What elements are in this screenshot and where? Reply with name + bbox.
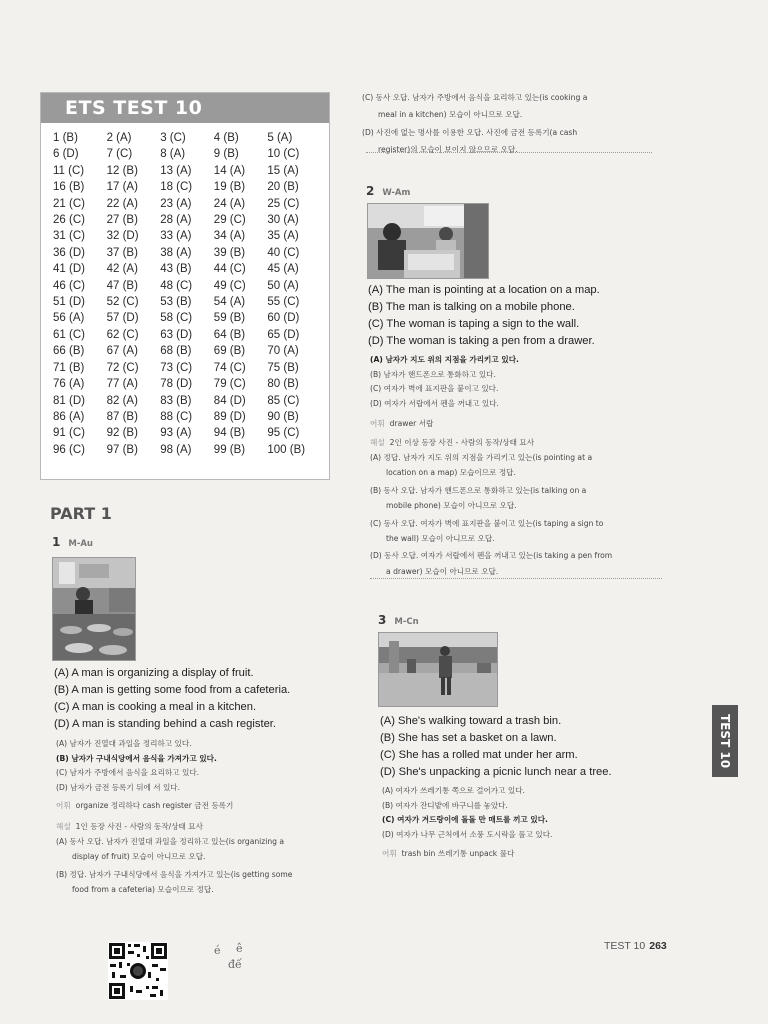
q2-explanations (370, 450, 670, 579)
part-title: PART 1 (50, 504, 112, 523)
vocab-tag: 어휘 (382, 849, 397, 858)
answer-key-cell: 20 (B) (267, 181, 299, 194)
speaker-code: M-Cn (394, 617, 419, 627)
question-number (378, 613, 419, 627)
answer-key-cell: 65 (D) (267, 328, 300, 341)
q1-explanation-heading (56, 821, 203, 832)
answer-key-cell: 51 (D) (53, 296, 85, 309)
answer-key-cell: 9 (B) (213, 148, 239, 161)
answer-key-cell: 73 (C) (160, 361, 193, 374)
q3-photo (378, 632, 498, 707)
q3-translations (382, 784, 552, 842)
answer-key-cell: 34 (A) (213, 230, 246, 243)
footer-label: TEST 10 (604, 940, 646, 952)
answer-key-cell: 30 (A) (267, 214, 299, 227)
answer-option: (A) The man is pointing at a location on a map. (368, 284, 600, 296)
explanation-line: display of fruit) 모습이 아니므로 오답. (72, 852, 206, 862)
answer-key-cell: 22 (A) (106, 197, 138, 210)
answer-key-grid (41, 123, 329, 458)
answer-key-cell: 19 (B) (213, 181, 246, 194)
answer-key-cell: 74 (C) (213, 361, 246, 374)
translation-line-correct: (B) 남자가 구내식당에서 음식을 가져가고 있다. (56, 753, 217, 763)
answer-key-cell: 14 (A) (213, 164, 246, 177)
cafeteria-photo-image (53, 558, 136, 661)
answer-key-cell: 82 (A) (106, 394, 138, 407)
answer-key-cell: 5 (A) (267, 132, 293, 144)
question-number (366, 184, 410, 198)
answer-option: (C) The woman is taping a sign to the wall. (368, 318, 580, 330)
q1-explanations (56, 834, 356, 898)
q1-vocab (56, 800, 233, 811)
answer-option: (B) A man is getting some food from a cafeteria. (54, 684, 291, 696)
answer-key-cell: 76 (A) (53, 378, 85, 391)
explanation-line: (C) 동사 오답. 남자가 주방에서 음식을 요리하고 있는(is cooking a (362, 93, 588, 102)
answer-key-cell: 63 (D) (160, 328, 193, 341)
answer-key-cell: 89 (D) (213, 410, 246, 423)
answer-key-cell: 92 (B) (106, 427, 138, 440)
translation-line: (A) 여자가 쓰레기통 쪽으로 걸어가고 있다. (382, 786, 525, 795)
answer-key-cell: 45 (A) (267, 263, 299, 276)
answer-key-cell: 8 (A) (160, 148, 186, 161)
side-tab (712, 705, 738, 777)
answer-key-cell: 67 (A) (106, 345, 138, 358)
answer-key-cell: 18 (C) (160, 181, 193, 194)
divider (366, 152, 652, 153)
answer-key-cell: 61 (C) (53, 328, 85, 341)
translation-line-correct: (C) 여자가 겨드랑이에 돌돌 만 매트를 끼고 있다. (382, 815, 548, 824)
answer-option: (A) A man is organizing a display of fruit. (54, 667, 254, 679)
answer-key-cell: 11 (C) (53, 164, 85, 177)
answer-option: (D) The woman is taking a pen from a drawer. (368, 335, 595, 347)
answer-key-cell: 23 (A) (160, 197, 192, 210)
answer-key-cell: 57 (D) (106, 312, 139, 325)
answer-key-cell: 4 (B) (213, 132, 239, 144)
office-photo-image (368, 204, 489, 279)
translation-line: (B) 여자가 잔디밭에 바구니를 놓았다. (382, 800, 508, 810)
answer-key-cell: 31 (C) (53, 230, 85, 243)
answer-key-cell: 66 (B) (53, 345, 85, 358)
answer-key-cell: 44 (C) (213, 263, 246, 276)
answer-key-cell: 83 (B) (160, 394, 192, 407)
explanation-line: (B) 정답. 남자가 구내식당에서 음식을 가져가고 있는(is getting some (56, 869, 293, 879)
explanation-line: mobile phone) 모습이 아니므로 오답. (386, 501, 517, 511)
qr-code (108, 942, 168, 1004)
q3-vocab (382, 848, 514, 859)
answer-option: (A) She's walking toward a trash bin. (380, 715, 562, 727)
answer-key-cell: 42 (A) (106, 263, 138, 276)
side-tab-label: TEST 10 (718, 713, 732, 769)
q2-vocab (370, 418, 433, 429)
translation-line: (D) 여자가 서랍에서 펜을 꺼내고 있다. (370, 398, 499, 408)
answer-key-cell: 87 (B) (106, 410, 138, 423)
vocab-tag: 어휘 (56, 801, 71, 810)
question-number-value: 1 (52, 535, 61, 549)
answer-key-cell: 94 (B) (213, 427, 246, 440)
answer-key-cell: 58 (C) (160, 312, 193, 325)
answer-key-cell: 81 (D) (53, 394, 85, 407)
answer-key-cell: 69 (B) (213, 345, 246, 358)
answer-key-cell: 86 (A) (53, 410, 85, 423)
answer-key-cell: 96 (C) (53, 443, 85, 456)
answer-key-cell: 38 (A) (160, 246, 192, 259)
answer-key-cell: 37 (B) (106, 246, 138, 259)
answer-key-cell: 48 (C) (160, 279, 193, 292)
park-photo-image (379, 633, 498, 707)
answer-key-cell: 55 (C) (267, 296, 300, 309)
explanation-line: location on a map) 모습이므로 정답. (386, 468, 516, 478)
q1-translations (56, 737, 217, 795)
explanation-line: (A) 정답. 남자가 지도 위의 지점을 가리키고 있는(is pointing at a (370, 453, 593, 462)
answer-key-cell: 1 (B) (53, 132, 78, 144)
translation-line: (B) 남자가 핸드폰으로 통화하고 있다. (370, 369, 496, 379)
answer-key-cell: 60 (D) (267, 312, 300, 325)
answer-key-cell: 52 (C) (106, 296, 139, 309)
translation-line: (D) 여자가 나무 근처에서 소풍 도시락을 풀고 있다. (382, 829, 553, 839)
answer-key-cell: 32 (D) (106, 230, 139, 243)
answer-option: (D) A man is standing behind a cash register. (54, 718, 277, 730)
answer-key-cell: 50 (A) (267, 279, 299, 292)
answer-key-cell: 35 (A) (267, 230, 299, 243)
answer-key-cell: 10 (C) (267, 148, 300, 161)
divider (370, 578, 662, 579)
stray-mark: é (214, 944, 221, 957)
answer-key-cell: 72 (C) (106, 361, 139, 374)
answer-key-cell: 40 (C) (267, 246, 300, 259)
answer-key-cell: 2 (A) (106, 132, 132, 144)
answer-key-cell: 80 (B) (267, 378, 299, 391)
translation-line-correct: (A) 남자가 지도 위의 지점을 가리키고 있다. (370, 355, 519, 364)
answer-key-title: ETS TEST 10 (41, 93, 329, 123)
answer-key-cell: 17 (A) (106, 181, 138, 194)
answer-key-cell: 54 (A) (213, 296, 246, 309)
answer-key-panel (40, 92, 330, 480)
speaker-code: W-Am (382, 188, 411, 198)
answer-key-cell: 84 (D) (213, 394, 246, 407)
answer-key-cell: 33 (A) (160, 230, 192, 243)
answer-key-cell: 71 (B) (53, 361, 85, 374)
translation-line: (D) 남자가 금전 등록기 뒤에 서 있다. (56, 782, 181, 792)
answer-key-cell: 62 (C) (106, 328, 139, 341)
answer-key-cell: 36 (D) (53, 246, 85, 259)
answer-key-cell: 53 (B) (160, 296, 192, 309)
explanation-line: food from a cafeteria) 모습이므로 정답. (72, 885, 214, 895)
answer-key-cell: 21 (C) (53, 197, 85, 210)
answer-key-cell: 59 (B) (213, 312, 246, 325)
answer-option: (B) She has set a basket on a lawn. (380, 732, 557, 744)
explanation-line: (A) 동사 오답. 남자가 진열대 과일을 정리하고 있는(is organizing a (56, 837, 285, 846)
vocab-text: trash bin 쓰레기통 unpack 풀다 (401, 849, 515, 858)
explanation-tag: 해설 (56, 822, 71, 831)
explanation-tag: 해설 (370, 438, 385, 447)
q2-explanation-heading (370, 437, 534, 448)
answer-key-cell: 88 (C) (160, 410, 193, 423)
question-number (52, 535, 93, 549)
answer-key-cell: 41 (D) (53, 263, 85, 276)
translation-line: (C) 남자가 주방에서 음식을 요리하고 있다. (56, 768, 200, 777)
qr-code-icon (108, 942, 168, 1000)
answer-key-cell: 85 (C) (267, 394, 300, 407)
q2-options (368, 282, 600, 350)
answer-key-cell: 97 (B) (106, 443, 138, 456)
explanation-line: the wall) 모습이 아니므로 오답. (386, 534, 495, 544)
answer-key-cell: 12 (B) (106, 164, 138, 177)
explanation-line: a drawer) 모습이 아니므로 오답. (386, 566, 499, 576)
answer-key-cell: 13 (A) (160, 164, 192, 177)
answer-key-cell: 56 (A) (53, 312, 85, 325)
answer-key-cell: 95 (C) (267, 427, 300, 440)
translation-line: (C) 여자가 벽에 표지판을 붙이고 있다. (370, 384, 499, 393)
vocab-text: organize 정리하다 cash register 금전 등록기 (75, 801, 234, 810)
answer-option: (B) The man is talking on a mobile phone. (368, 301, 575, 313)
answer-option: (C) She has a rolled mat under her arm. (380, 749, 578, 761)
answer-option: (C) A man is cooking a meal in a kitchen. (54, 701, 257, 713)
speaker-code: M-Au (68, 539, 93, 549)
answer-key-cell: 24 (A) (213, 197, 246, 210)
translation-line: (A) 남자가 진열대 과일을 정리하고 있다. (56, 739, 192, 748)
explanation-line: register)의 모습이 보이지 않으므로 오답. (378, 145, 518, 155)
answer-key-cell: 64 (B) (213, 328, 246, 341)
q2-translations (370, 353, 519, 411)
question-number-value: 2 (366, 184, 375, 198)
answer-key-cell: 91 (C) (53, 427, 85, 440)
answer-key-cell: 78 (D) (160, 378, 193, 391)
q1-options (54, 665, 290, 733)
answer-key-cell: 29 (C) (213, 214, 246, 227)
answer-key-cell: 49 (C) (213, 279, 246, 292)
answer-key-cell: 16 (B) (53, 181, 85, 194)
explanation-line: (C) 동사 오답. 여자가 벽에 표지판을 붙이고 있는(is taping a sign to (370, 518, 604, 528)
answer-key-cell: 98 (A) (160, 443, 192, 456)
answer-key-cell: 93 (A) (160, 427, 192, 440)
vocab-text: drawer 서랍 (389, 419, 434, 428)
explanation-heading-text: 2인 이상 등장 사진 - 사람의 동작/상태 묘사 (389, 438, 535, 447)
explanation-heading-text: 1인 등장 사진 - 사람의 동작/상태 묘사 (75, 822, 203, 831)
explanation-line: (B) 동사 오답. 남자가 핸드폰으로 통화하고 있는(is talking on a (370, 485, 587, 495)
answer-key-cell: 39 (B) (213, 246, 246, 259)
explanation-line: (D) 사진에 없는 명사를 이용한 오답. 사진에 금전 등록기(a cash (362, 127, 578, 137)
answer-key-cell: 6 (D) (53, 148, 79, 161)
answer-key-cell: 3 (C) (160, 132, 186, 144)
q1-photo (52, 557, 136, 661)
answer-key-cell: 99 (B) (213, 443, 246, 456)
answer-key-cell: 26 (C) (53, 214, 85, 227)
answer-key-cell: 100 (B) (267, 443, 306, 456)
question-number-value: 3 (378, 613, 387, 627)
stray-mark: ê (236, 942, 243, 955)
answer-key-cell: 90 (B) (267, 410, 299, 423)
vocab-tag: 어휘 (370, 419, 385, 428)
q3-options (380, 713, 612, 781)
page-number: 263 (649, 940, 667, 952)
answer-option: (D) She's unpacking a picnic lunch near a tree. (380, 766, 612, 778)
q1-explanation-continued (362, 90, 662, 160)
answer-key-cell: 28 (A) (160, 214, 192, 227)
answer-key-cell: 68 (B) (160, 345, 192, 358)
explanation-line: (D) 동사 오답. 여자가 서랍에서 펜을 꺼내고 있는(is taking a pen from (370, 551, 613, 561)
answer-key-cell: 70 (A) (267, 345, 299, 358)
q2-photo (367, 203, 489, 279)
answer-key-cell: 75 (B) (267, 361, 299, 374)
answer-key-cell: 46 (C) (53, 279, 85, 292)
answer-key-cell: 47 (B) (106, 279, 138, 292)
answer-key-cell: 27 (B) (106, 214, 138, 227)
answer-key-cell: 25 (C) (267, 197, 300, 210)
answer-key-cell: 43 (B) (160, 263, 192, 276)
answer-key-cell: 77 (A) (106, 378, 138, 391)
page-footer (604, 940, 667, 952)
explanation-line: meal in a kitchen) 모습이 아니므로 오답. (378, 110, 523, 120)
answer-key-cell: 15 (A) (267, 164, 299, 177)
answer-key-cell: 7 (C) (106, 148, 133, 161)
answer-key-cell: 79 (C) (213, 378, 246, 391)
stray-mark: đế (228, 958, 242, 971)
